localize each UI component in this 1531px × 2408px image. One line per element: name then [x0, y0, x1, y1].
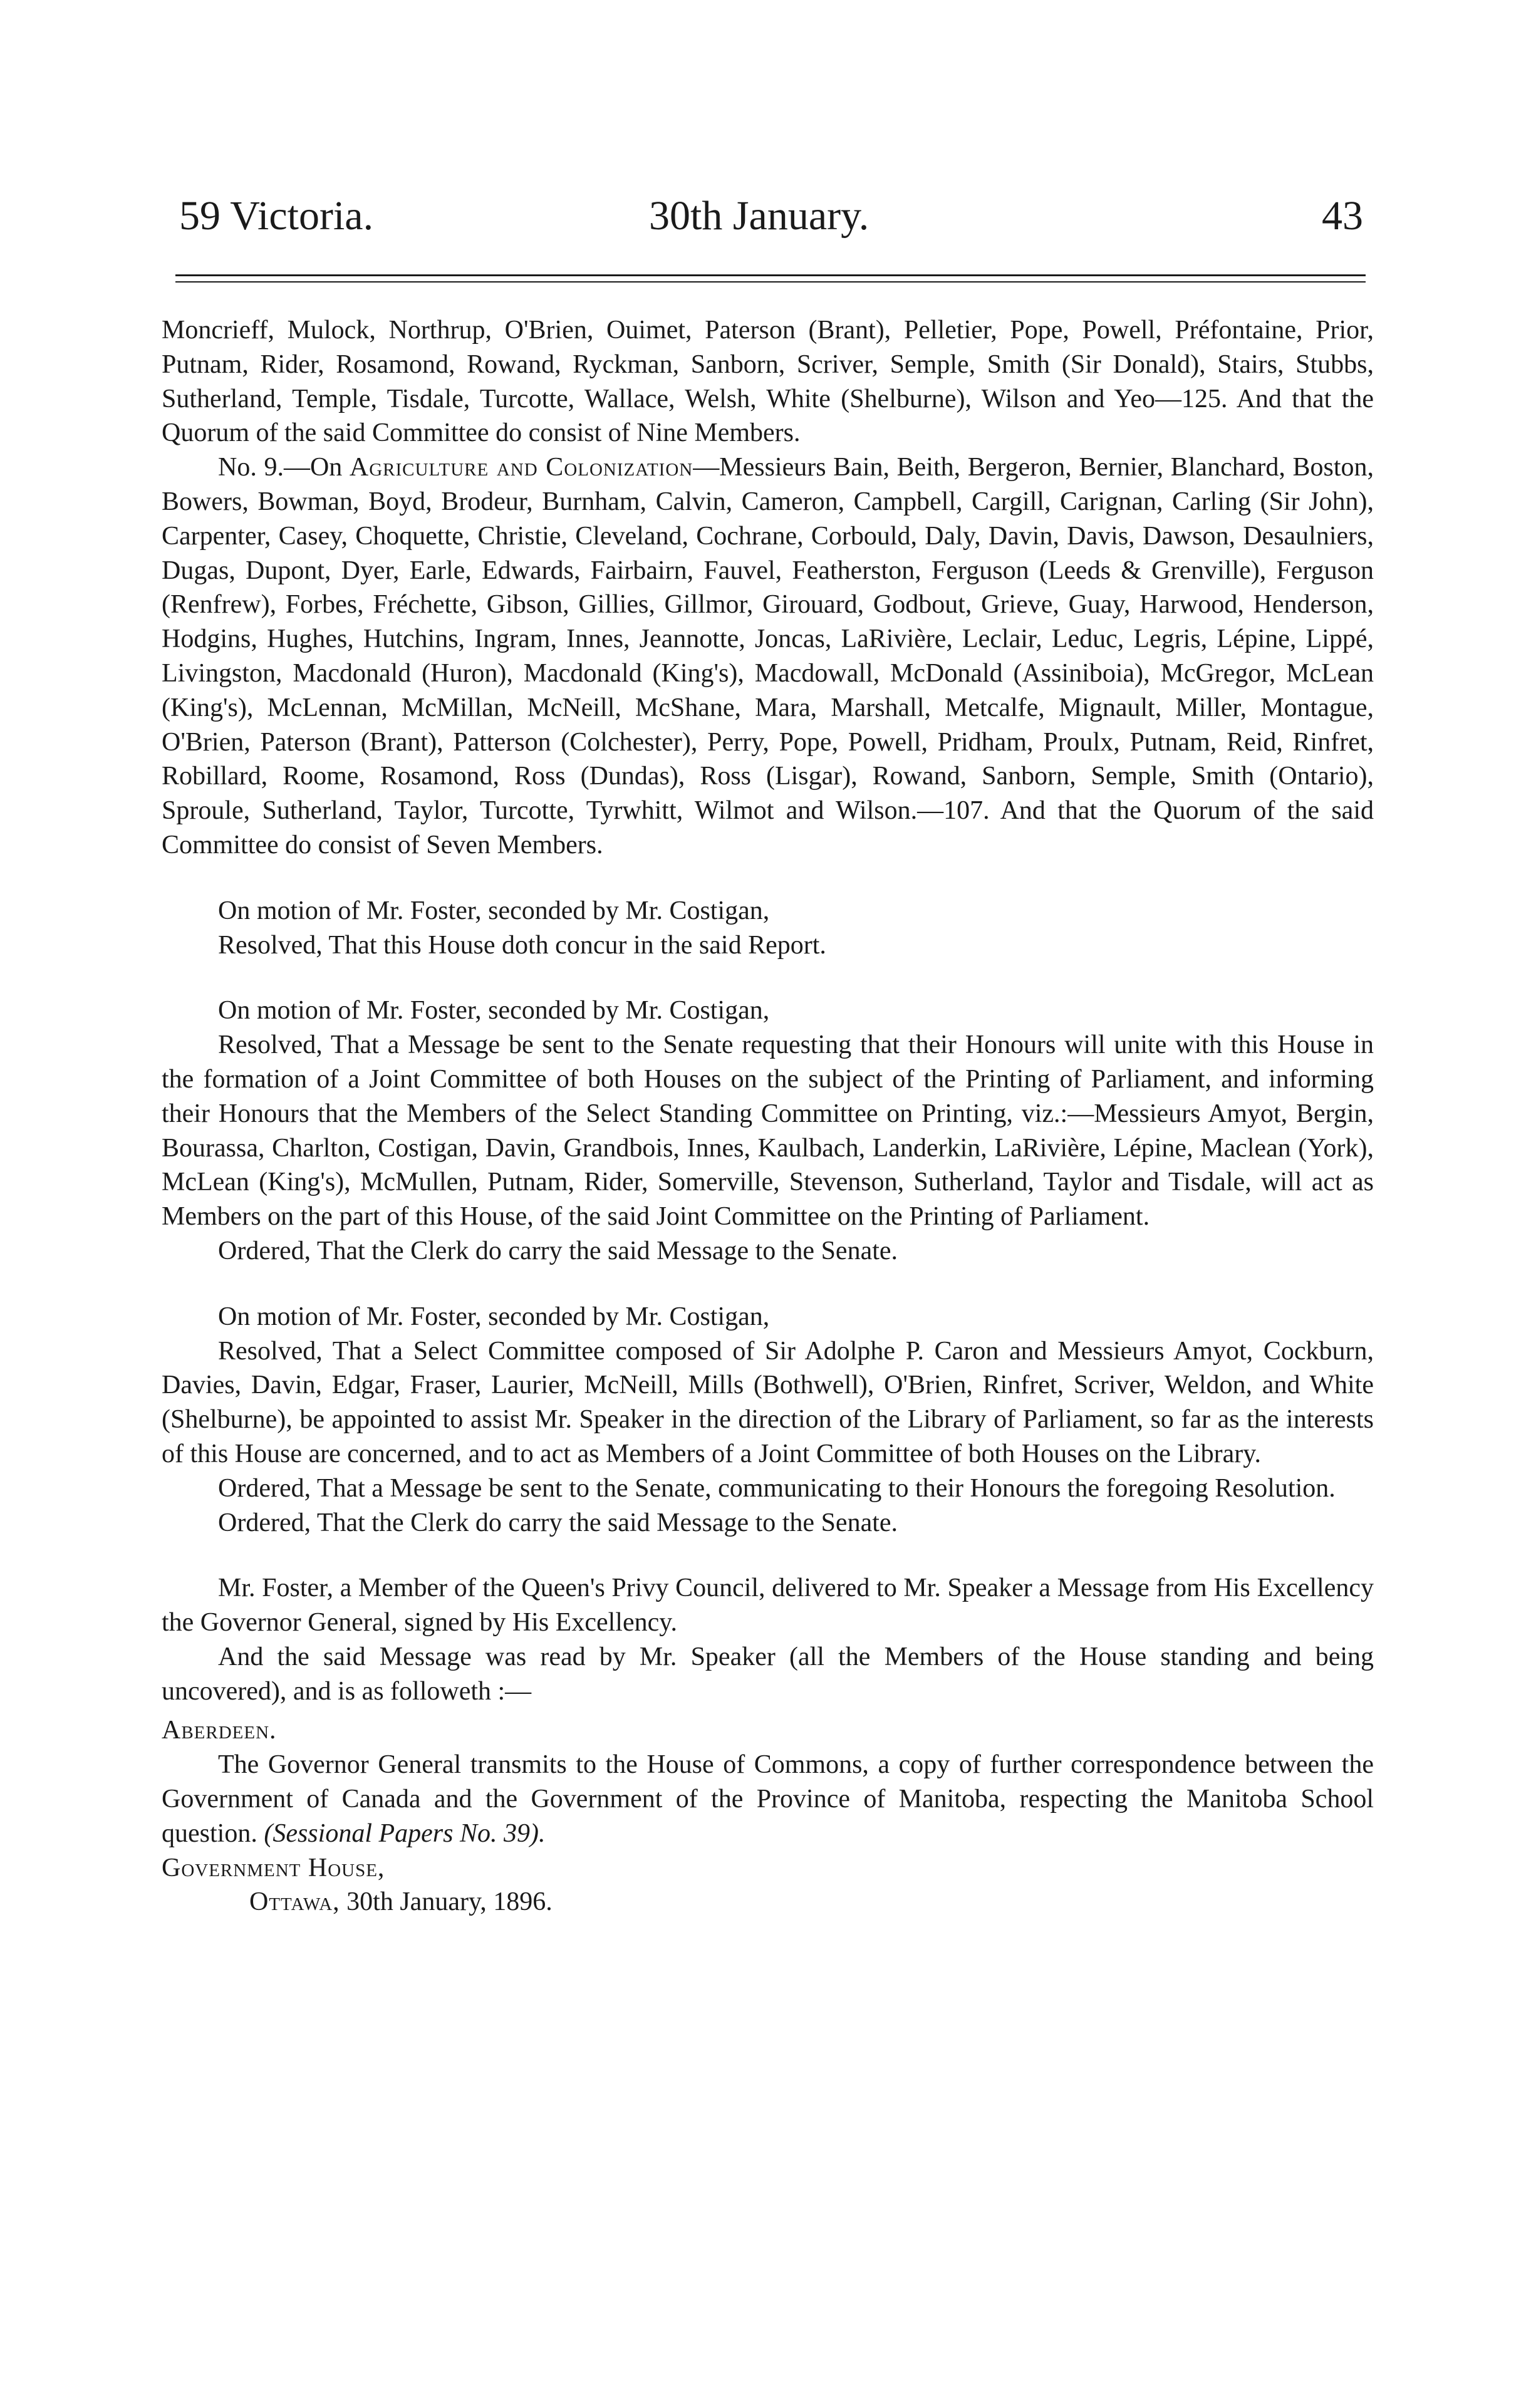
signature-aberdeen: Aberdeen.	[162, 1716, 277, 1745]
header-rule-bottom	[175, 281, 1366, 283]
committee-title: Agriculture and Colonization	[349, 453, 693, 482]
motion-line: On motion of Mr. Foster, seconded by Mr. Costigan,	[218, 896, 770, 925]
committee-members: —Messieurs Bain, Beith, Bergeron, Bernier, Blanchard, Boston, Bowers, Bowman, Boyd, Brodeur, Burnham, Calvin, Cameron, Campbell, Cargill, Carignan, Carling (Sir John), Carpenter, Casey, Choquette, Christie, Cleveland, Cochrane, Corbould, Daly, Davin, Davis, Dawson, Desaulniers, Dugas, Dupont, Dyer, Earle, Edwards, Fairbairn, Fauvel, Featherston, Ferguson (Leeds & Grenville), Ferguson (Renfrew), Forbes, Fréchette, Gibson, Gillies, Gillmor, Girouard, Godbout, Grieve, Guay, Harwood, Henderson, Hodgins, Hughes, Hutchins, Ingram, Innes, Jeannotte, Joncas, LaRivière, Leclair, Leduc, Legris, Lépine, Lippé, Livingston, Macdonald (Huron), Macdonald (King's), Macdowall, McDonald (Assiniboia), McGregor, McLean (King's), McLennan, McMillan, McNeill, McShane, Mara, Marshall, Metcalfe, Mignault, Miller, Montague, O'Brien, Paterson (Brant), Patterson (Colchester), Perry, Pope, Powell, Pridham, Proulx, Putnam, Reid, Rinfret, Robillard, Roome, Rosamond, Ross (Dundas), Ross (Lisgar), Rowand, Sanborn, Semple, Smith (Ontario), Sproule, Sutherland, Taylor, Turcotte, Tyrwhitt, Wilmot and Wilson.—107. And that the Quorum of the said Committee do consist of Seven Members.	[162, 453, 1374, 859]
running-header	[179, 195, 1363, 271]
resolution-library-committee: Resolved, That a Select Committee composed of Sir Adolphe P. Caron and Messieurs Amyot, Cockburn, Davies, Davin, Edgar, Fraser, Laurier, McNeill, Mills (Bothwell), O'Brien, Rinfret, Scriver, Weldon, and White (Shelburne), be appointed to assist Mr. Speaker in the direction of the Library of Parliament, so far as the interests of this House are concerned, and to act as Members of a Joint Committee of both Houses on the Library.	[162, 1336, 1374, 1468]
message-delivery: Mr. Foster, a Member of the Queen's Privy Council, delivered to Mr. Speaker a Message from His Excellency the Governor General, signed by His Excellency.	[162, 1574, 1374, 1637]
message-date: 30th January, 1896.	[340, 1887, 553, 1917]
governor-message	[162, 1748, 1374, 1850]
place-name: Ottawa,	[249, 1887, 340, 1917]
order-message-senate: Ordered, That a Message be sent to the Senate, communicating to their Honours the foregoing Resolution.	[218, 1473, 1336, 1503]
resolution-printing-committee: Resolved, That a Message be sent to the Senate requesting that their Honours will unite with this House in the formation of a Joint Committee of both Houses on the subject of the Printing of Parliament, and informing their Honours that the Members of the Select Standing Committee on Printing, viz.:—Messieurs Amyot, Bergin, Bourassa, Charlton, Costigan, Davin, Grandbois, Innes, Kaulbach, Landerkin, LaRivière, Lépine, Maclean (York), McLean (King's), McMullen, Putnam, Rider, Somerville, Stevenson, Sutherland, Taylor and Tisdale, will act as Members on the part of this House, of the said Joint Committee on the Printing of Parliament.	[162, 1030, 1374, 1232]
message-read: And the said Message was read by Mr. Speaker (all the Members of the House standing and being uncovered), and is as followeth :—	[162, 1642, 1374, 1706]
motion-line: On motion of Mr. Foster, seconded by Mr. Costigan,	[218, 996, 770, 1025]
paragraph-agriculture-committee	[162, 450, 1374, 863]
government-house: Government House,	[162, 1853, 385, 1882]
place-date-line	[162, 1885, 1374, 1919]
motion-line: On motion of Mr. Foster, seconded by Mr. Costigan,	[218, 1302, 770, 1331]
paragraph-committee-list-continued: Moncrieff, Mulock, Northrup, O'Brien, Ouimet, Paterson (Brant), Pelletier, Pope, Powell, Préfontaine, Prior, Putnam, Rider, Rosamond, Rowand, Ryckman, Sanborn, Scriver, Semple, Smith (Sir Donald), Stairs, Stubbs, Sutherland, Temple, Tisdale, Turcotte, Wallace, Welsh, White (Shelburne), Wilson and Yeo—125. And that the Quorum of the said Committee do consist of Nine Members.	[162, 316, 1374, 448]
header-session: 59 Victoria.	[179, 193, 374, 239]
sessional-papers-ref: (Sessional Papers No. 39).	[264, 1819, 546, 1848]
order-carry-message: Ordered, That the Clerk do carry the said Message to the Senate.	[218, 1236, 898, 1265]
header-rule-top	[175, 274, 1366, 276]
order-carry-message: Ordered, That the Clerk do carry the said Message to the Senate.	[218, 1508, 898, 1537]
page-number: 43	[1322, 193, 1363, 239]
resolution-concur: Resolved, That this House doth concur in the said Report.	[218, 930, 826, 960]
journal-body	[162, 313, 1374, 1919]
item-number: No. 9.—On	[218, 453, 350, 482]
header-date: 30th January.	[649, 193, 869, 239]
governor-message-text: The Governor General transmits to the House of Commons, a copy of further correspondence between the Government of Canada and the Government of the Province of Manitoba, respecting the Manitoba School question.	[162, 1750, 1374, 1848]
